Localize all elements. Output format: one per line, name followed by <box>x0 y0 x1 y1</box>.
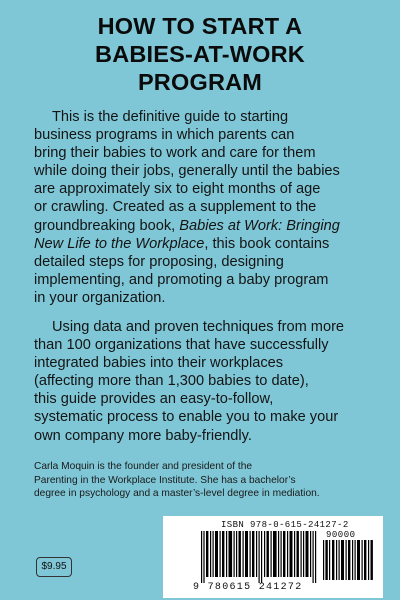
p2-line: than 100 organizations that have successfully <box>34 337 329 354</box>
title-line-3: PROGRAM <box>137 69 263 95</box>
description-paragraph-1 <box>34 108 380 307</box>
p1-line: This is the definitive guide to starting <box>52 109 289 125</box>
p1-line: are approximately six to eight months of age <box>34 181 321 198</box>
bio-line: Carla Moquin is the founder and president of the <box>34 461 253 472</box>
p1-line: detailed steps for proposing, designing <box>34 253 284 270</box>
p2-line: own company more baby-friendly. <box>34 427 252 444</box>
author-bio <box>34 460 384 501</box>
p1-line: business programs in which parents can <box>34 127 295 144</box>
referenced-book-title-part-2: New Life to the Workplace <box>34 235 205 252</box>
p1-line-with-book-title <box>34 217 380 235</box>
p1-line-text: groundbreaking book, <box>34 217 180 234</box>
p2-line: systematic process to enable you to make your <box>34 409 339 426</box>
p2-line: integrated babies into their workplaces <box>34 355 284 372</box>
referenced-book-title-part-1: Babies at Work: Bringing <box>179 217 340 234</box>
p2-line: Using data and proven techniques from more <box>52 319 345 335</box>
p1-line-text: , this book contains <box>204 235 330 252</box>
ean-barcode <box>201 531 319 583</box>
p1-line: or crawling. Created as a supplement to the <box>34 199 317 216</box>
p1-line: implementing, and promoting a baby program <box>34 271 329 288</box>
barcode-panel <box>163 516 383 598</box>
bio-line: Parenting in the Workplace Institute. She has a bachelor’s <box>34 474 296 486</box>
price-label: $9.95 <box>36 557 72 577</box>
p1-line: in your organization. <box>34 289 166 306</box>
title-line-2: BABIES-AT-WORK <box>95 41 305 67</box>
price-addon-number: 90000 <box>326 530 356 540</box>
p1-line-with-book-title <box>34 235 380 253</box>
bio-line: degree in psychology and a master’s-level degree in mediation. <box>34 488 320 500</box>
book-title <box>0 12 400 96</box>
p1-line: bring their babies to work and care for them <box>34 145 316 162</box>
p2-line: this guide provides an easy-to-follow, <box>34 391 274 408</box>
isbn-label: ISBN 978-0-615-24127-2 <box>221 520 349 530</box>
addon-barcode <box>323 540 375 580</box>
p2-line: (affecting more than 1,300 babies to date), <box>34 373 309 390</box>
barcode-digits: 9 780615 241272 <box>193 582 303 593</box>
title-line-1: HOW TO START A <box>97 13 303 39</box>
p1-line: while doing their jobs, generally until the babies <box>34 163 340 180</box>
description-paragraph-2 <box>34 318 380 445</box>
